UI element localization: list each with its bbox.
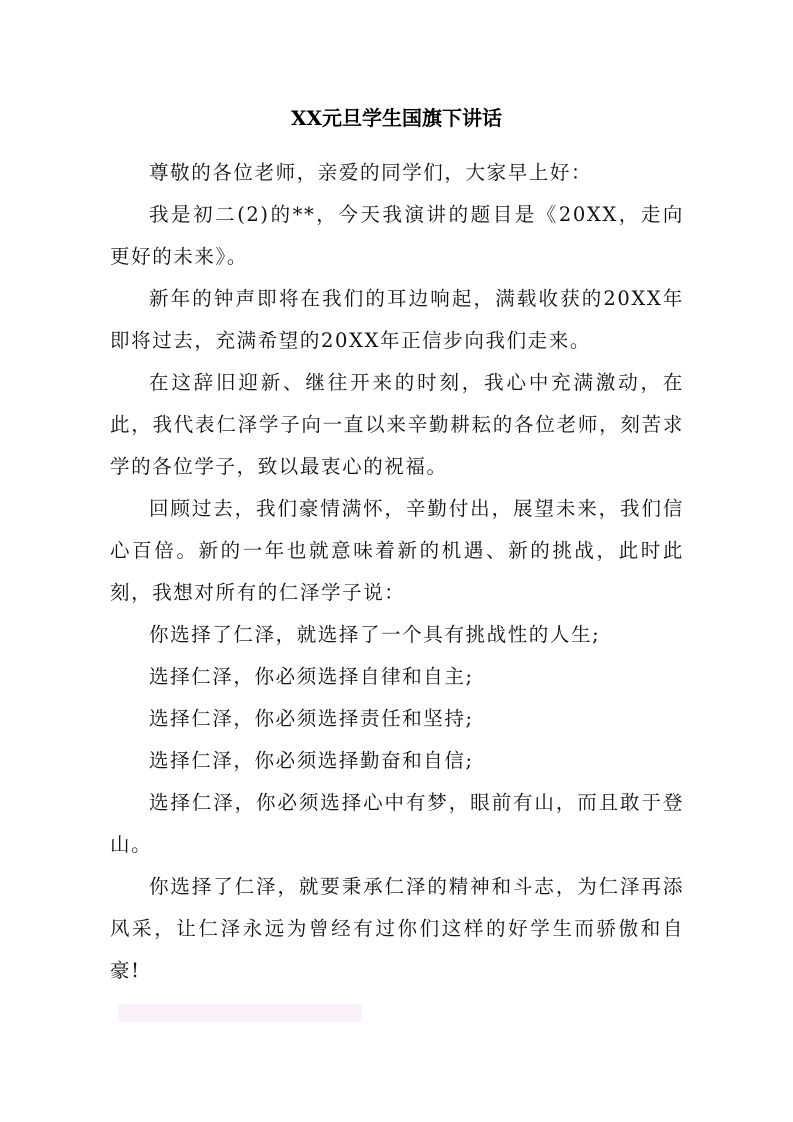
paragraph-choice-responsibility: 选择仁泽，你必须选择责任和坚持; (149, 707, 474, 730)
paragraph-closing: 你选择了仁泽，就要秉承仁泽的精神和斗志，为仁泽再添风采，让仁泽永远为曾经有过你们这样的好学生而骄傲和自豪! (110, 875, 684, 982)
paragraph-choice-challenge: 你选择了仁泽，就选择了一个具有挑战性的人生; (149, 623, 601, 646)
paragraph-introduction: 我是初二(2)的**，今天我演讲的题目是《20XX，走向更好的未来》。 (110, 203, 684, 268)
paragraph-choice-self-discipline: 选择仁泽，你必须选择自律和自主; (149, 665, 474, 688)
paragraph-blessing: 在这辞旧迎新、继往开来的时刻，我心中充满激动，在此，我代表仁泽学子向一直以来辛勤耕耘的各位老师，刻苦求学的各位学子，致以最衷心的祝福。 (110, 371, 684, 478)
paragraph-greeting: 尊敬的各位老师，亲爱的同学们，大家早上好： (149, 161, 593, 184)
faint-watermark (118, 1004, 362, 1022)
document-title: XX元旦学生国旗下讲话 (290, 106, 503, 130)
paragraph-choice-dream: 选择仁泽，你必须选择心中有梦，眼前有山，而且敢于登山。 (110, 791, 684, 856)
paragraph-review: 回顾过去，我们豪情满怀，辛勤付出，展望未来，我们信心百倍。新的一年也就意味着新的机遇、新的挑战，此时此刻，我想对所有的仁泽学子说： (110, 497, 684, 604)
document-body (110, 152, 684, 992)
paragraph-choice-diligence: 选择仁泽，你必须选择勤奋和自信; (149, 749, 474, 772)
paragraph-new-year: 新年的钟声即将在我们的耳边响起，满载收获的20XX年即将过去，充满希望的20XX年正信步向我们走来。 (110, 287, 684, 352)
